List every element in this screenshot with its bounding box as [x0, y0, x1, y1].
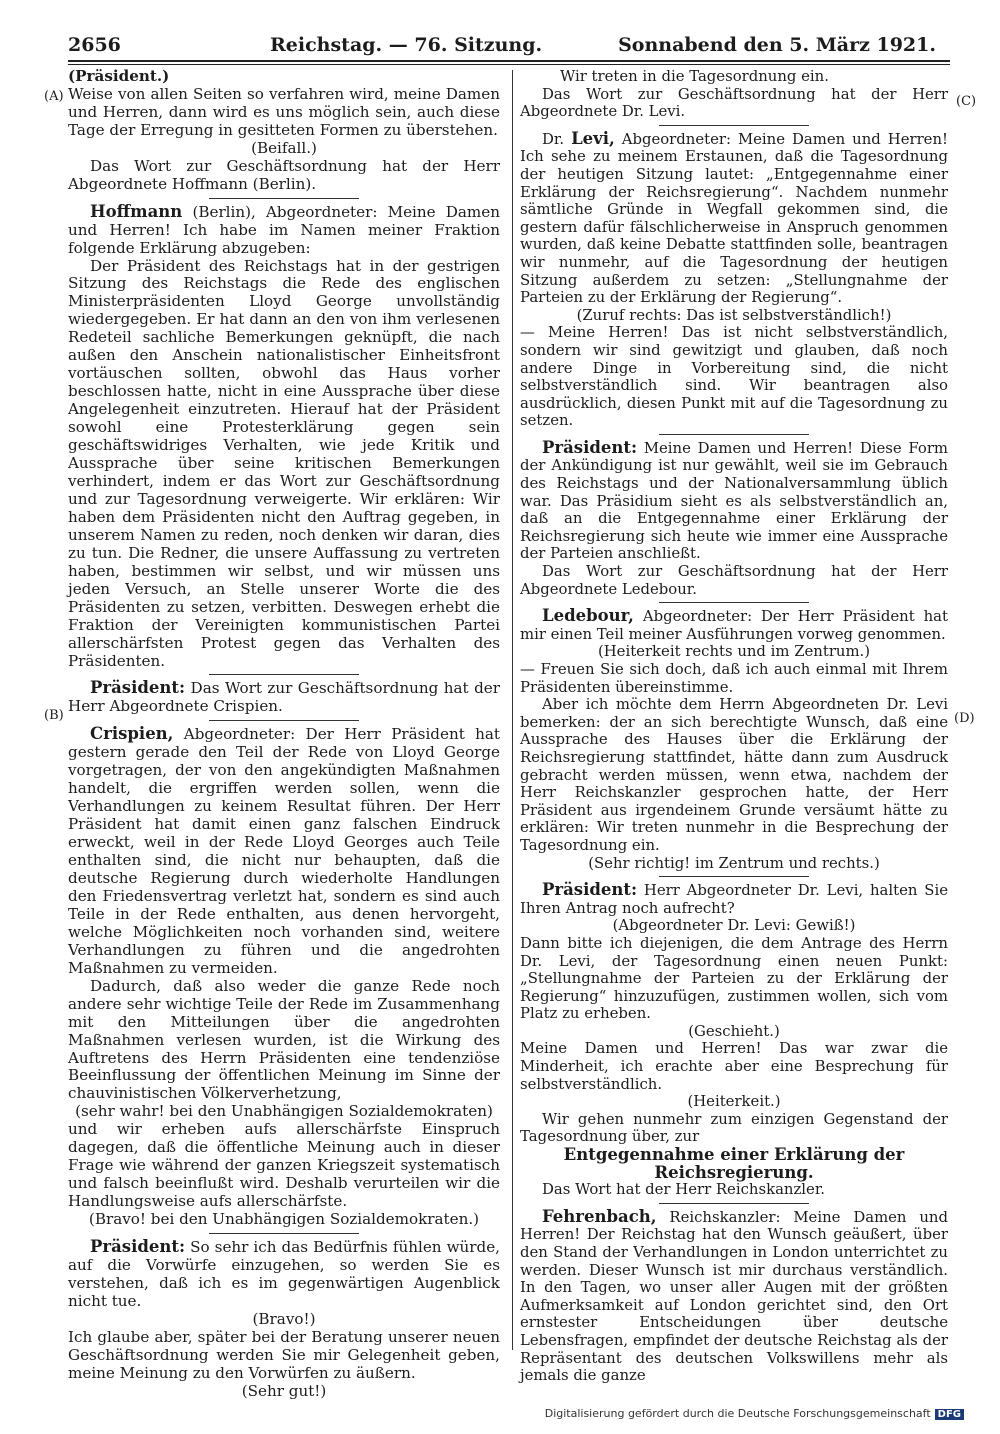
column-divider: [512, 70, 513, 1350]
paragraph: — Freuen Sie sich doch, daß ich auch einmal mit Ihrem Präsidenten übereinstimme.: [520, 660, 948, 696]
speaker-name: Präsident:: [542, 880, 638, 900]
speaker-name: Levi,: [571, 128, 615, 148]
interjection: (Heiterkeit.): [687, 1092, 781, 1111]
left-column: [68, 68, 500, 1401]
paragraph: Herr Abgeordneter Dr. Levi, halten Sie Ihren Antrag noch aufrecht?: [520, 881, 948, 917]
interjection: (Beifall.): [251, 138, 317, 157]
section-rule: [659, 434, 809, 435]
paragraph: — Meine Herren! Das ist nicht selbstverständlich, sondern wir sind gewitzigt und glauben, daß noch andere Dinge in Vorbereitung sind, die nicht selbstverständlich sind. Wir beantragen also ausdrücklich, diesen Punkt mit auf die Tagesordnung zu setzen.: [520, 323, 948, 430]
speaker-name: Hoffmann: [90, 201, 183, 221]
paragraph: Dadurch, daß also weder die ganze Rede noch andere sehr wichtige Teile der Rede im Zusammenhang mit den Mitteilungen über die angedrohten Maßnahmen verlesen wurden, ist die Wirkung des Auftretens des Herrn Präsidenten eine tendenziöse Beeinflussung der öffentlichen Meinung im Sinne der chauvinistischen Völkerverhetzung,: [68, 976, 500, 1103]
section-rule: [659, 125, 809, 126]
paragraph: und wir erheben aufs allerschärfste Einspruch dagegen, daß die öffentliche Meinung auch in dieser Frage wie während der ganzen Kriegszeit systematisch und falsch beeinflußt wird. Deshalb verurteilen wir die Handlungsweise aufs allerschärfste.: [68, 1120, 500, 1211]
paragraph: Meine Damen und Herren! Diese Form der Ankündigung ist nur gewählt, weil sie im Gebrauch des Reichstags und der Nationalversammlung üblich war. Das Präsidium sieht es als selbstverständlich an, daß an die Entgegennahme einer Erklärung der Reichsregierung sich heute wie immer eine Aussprache der Parteien anschließt.: [520, 438, 948, 563]
paragraph: Aber ich möchte dem Herrn Abgeordneten Dr. Levi bemerken: der an sich berechtigte Wunsch, daß eine Aussprache des Hauses über die Erklärung der Reichsregierung stattfindet, hätte dann zum Ausdruck gebracht werden müssen, wenn etwa, nachdem der Herr Reichskanzler gesprochen hatte, der Herr Präsident aus irgendeinem Grunde versäumt hätte zu erklären: Wir treten nunmehr in die Besprechung der Tagesordnung ein.: [520, 695, 948, 854]
margin-mark-c: (C): [956, 94, 977, 109]
interjection: (Sehr gut!): [241, 1381, 327, 1400]
section-rule: [659, 876, 809, 877]
interjection: (Zuruf rechts: Das ist selbstverständlich!): [576, 305, 892, 324]
running-title: Reichstag. — 76. Sitzung.: [270, 34, 543, 56]
interjection: (Heiterkeit rechts und im Zentrum.): [597, 642, 871, 661]
paragraph: Das Wort zur Geschäftsordnung hat der Herr Abgeordnete Hoffmann (Berlin).: [68, 156, 500, 193]
section-rule: [659, 602, 809, 603]
margin-mark-b: (B): [44, 708, 64, 723]
paragraph: Das Wort zur Geschäftsordnung hat der Herr Abgeordnete Crispien.: [68, 679, 500, 716]
digitization-credit: [545, 1407, 964, 1420]
interjection: (sehr wahr! bei den Unabhängigen Sozialdemokraten): [75, 1102, 493, 1121]
credit-text: Digitalisierung gefördert durch die Deutsche Forschungsgemeinschaft: [544, 1407, 931, 1420]
section-rule: [659, 1203, 809, 1204]
agenda-heading-cont: Reichsregierung.: [654, 1162, 814, 1182]
paragraph: Wir treten in die Tagesordnung ein.: [560, 67, 829, 85]
speaker-continued: (Präsident.): [68, 67, 170, 85]
paragraph: Dann bitte ich diejenigen, die dem Antrage des Herrn Dr. Levi, der Tagesordnung einen neuen Punkt: „Stellungnahme der Parteien zu der Erklärung der Regierung“ hinzuzufügen, zustimmen wollen, sich vom Platz zu erheben.: [520, 933, 948, 1023]
paragraph: Der Präsident des Reichstags hat in der gestrigen Sitzung des Reichstags die Rede des englischen Ministerpräsidenten Lloyd George unvollständig wiedergegeben. Er hat dann an den von ihm verlesenen Redeteil sachliche Bemerkungen geknüpft, die nach außen den Anschein nationalistischer Einheitsfront vortäuschen sollten, obwohl das Haus vorher beschlossen hatte, nicht in eine Aussprache über diese Angelegenheit einzutreten. Hierauf hat der Präsident sowohl eine Protesterklärung gegen sein geschäftswidriges Verhalten, wie jede Kritik und Aussprache über seine kritischen Bemerkungen verhindert, indem er das Wort zur Geschäftsordnung und zur Tagesordnung verweigerte. Wir erklären: Wir haben dem Präsidenten nicht den Auftrag gegeben, in unserem Namen zu reden, noch denken wir daran, dies zu tun. Die Redner, die unsere Auffassung zu vertreten haben, bestimmen wir selbst, und wir müssen uns jeden Versuch, an Stelle unserer Worte die des Präsidenten zu setzen, verbitten. Deswegen erhebt die Fraktion der Vereinigten kommunistischen Partei allerschärfsten Protest gegen das Verhalten des Präsidenten.: [68, 256, 500, 670]
paragraph: Ich glaube aber, später bei der Beratung unserer neuen Geschäftsordnung werden Sie mir Gelegenheit geben, meine Meinung zu den Vorwürfen zu äußern.: [68, 1327, 500, 1382]
header-rule-thin: [68, 64, 950, 65]
speaker-name: Ledebour,: [542, 606, 634, 626]
speaker-name: Fehrenbach,: [542, 1206, 657, 1226]
paragraph: Abgeordneter: Meine Damen und Herren! Ich sehe zu meinem Erstaunen, daß die Tagesordnung der heutigen Sitzung lautet: „Entgegennahme einer Erklärung der Reichsregierung“. Nachdem nunmehr sämtliche Gründe in Wegfall gekommen sind, die gestern dafür fälschlicherweise in Anspruch genommen wurden, daß keine Debatte stattfinden solle, beantragen wir nunmehr, auf die Tagesordnung der heutigen Sitzung außerdem zu setzen: „Stellungnahme der Parteien zu der Erklärung der Regierung“.: [520, 129, 948, 307]
paragraph: Reichskanzler: Meine Damen und Herren! Der Reichstag hat den Wunsch geäußert, über den Stand der Verhandlungen in London unterrichtet zu werden. Dieser Wunsch ist mir durchaus verständlich. In den Tagen, wo unser aller Augen mit der größten Aufmerksamkeit auf London gerichtet sind, den Ort ernstester Entscheidungen über deutsche Lebensfragen, empfindet der deutsche Reichstag als der Repräsentant des deutschen Volkswillens mehr als jemals die ganze: [520, 1207, 948, 1385]
header-rule: [68, 60, 950, 62]
speaker-name: Präsident:: [542, 437, 638, 457]
interjection: (Sehr richtig! im Zentrum und rechts.): [588, 853, 880, 872]
section-rule: [209, 720, 359, 721]
dfg-logo: DFG: [935, 1409, 964, 1420]
speaker-name: Crispien,: [90, 724, 174, 744]
interjection: (Geschieht.): [688, 1021, 780, 1040]
margin-mark-a: (A): [44, 89, 64, 104]
running-date: Sonnabend den 5. März 1921.: [618, 34, 936, 56]
paragraph: (Berlin), Abgeordneter: Meine Damen und Herren! Ich habe im Namen meiner Fraktion folgende Erklärung abzugeben:: [68, 202, 500, 257]
paragraph: Das Wort zur Geschäftsordnung hat der Herr Abgeordnete Dr. Levi.: [520, 84, 948, 121]
paragraph: Abgeordneter: Der Herr Präsident hat gestern gerade den Teil der Rede von Lloyd George vorgetragen, der von den angekündigten Maßnahmen handelt, die ergriffen werden sollen, wenn die Verhandlungen zu keinem Resultat führen. Der Herr Präsident hat damit einen ganz falschen Eindruck erweckt, weil in der Rede Lloyd Georges auch Teile enthalten sind, die nicht nur behaupten, daß die deutsche Regierung durch wiederholte Handlungen den Friedensvertrag verletzt hat, sondern es sind auch Teile in der Rede enthalten, aus denen hervorgeht, welche Möglichkeiten noch vorhanden sind, weitere Verhandlungen zu führen und die angedrohten Maßnahmen zu vermeiden.: [68, 725, 500, 977]
section-rule: [209, 1233, 359, 1234]
interjection: (Bravo! bei den Unabhängigen Sozialdemokraten.): [88, 1210, 480, 1229]
section-rule: [209, 198, 359, 199]
agenda-heading: Entgegennahme einer Erklärung der: [563, 1145, 905, 1165]
paragraph: Das Wort zur Geschäftsordnung hat der Herr Abgeordnete Ledebour.: [520, 562, 948, 598]
paragraph: Das Wort hat der Herr Reichskanzler.: [542, 1180, 826, 1199]
paragraph: Weise von allen Seiten so verfahren wird, meine Damen und Herren, dann wird es uns möglich sein, auch diese Tage der Erregung in gesitteten Formen zu überstehen.: [68, 84, 500, 139]
paragraph: Abgeordneter: Der Herr Präsident hat mir einen Teil meiner Ausführungen vorweg genommen.: [520, 607, 948, 643]
interjection: (Bravo!): [252, 1309, 316, 1328]
section-rule: [209, 674, 359, 675]
interjection: (Abgeordneter Dr. Levi: Gewiß!): [612, 916, 856, 935]
paragraph: Wir gehen nunmehr zum einzigen Gegenstand der Tagesordnung über, zur: [520, 1109, 948, 1146]
paragraph: So sehr ich das Bedürfnis fühlen würde, auf die Vorwürfe einzugehen, so werden Sie es verstehen, daß ich es im gegenwärtigen Augenblick nicht tue.: [68, 1238, 500, 1310]
speaker-name: Präsident:: [90, 1237, 186, 1257]
speaker-name: Präsident:: [90, 678, 186, 698]
page-number: 2656: [68, 34, 121, 56]
right-column: [520, 68, 948, 1385]
margin-mark-d: (D): [954, 711, 975, 726]
paragraph: Meine Damen und Herren! Das war zwar die Minderheit, ich erachte aber eine Besprechung für selbstverständlich.: [520, 1039, 948, 1093]
speaker-title: Dr.: [542, 129, 572, 148]
